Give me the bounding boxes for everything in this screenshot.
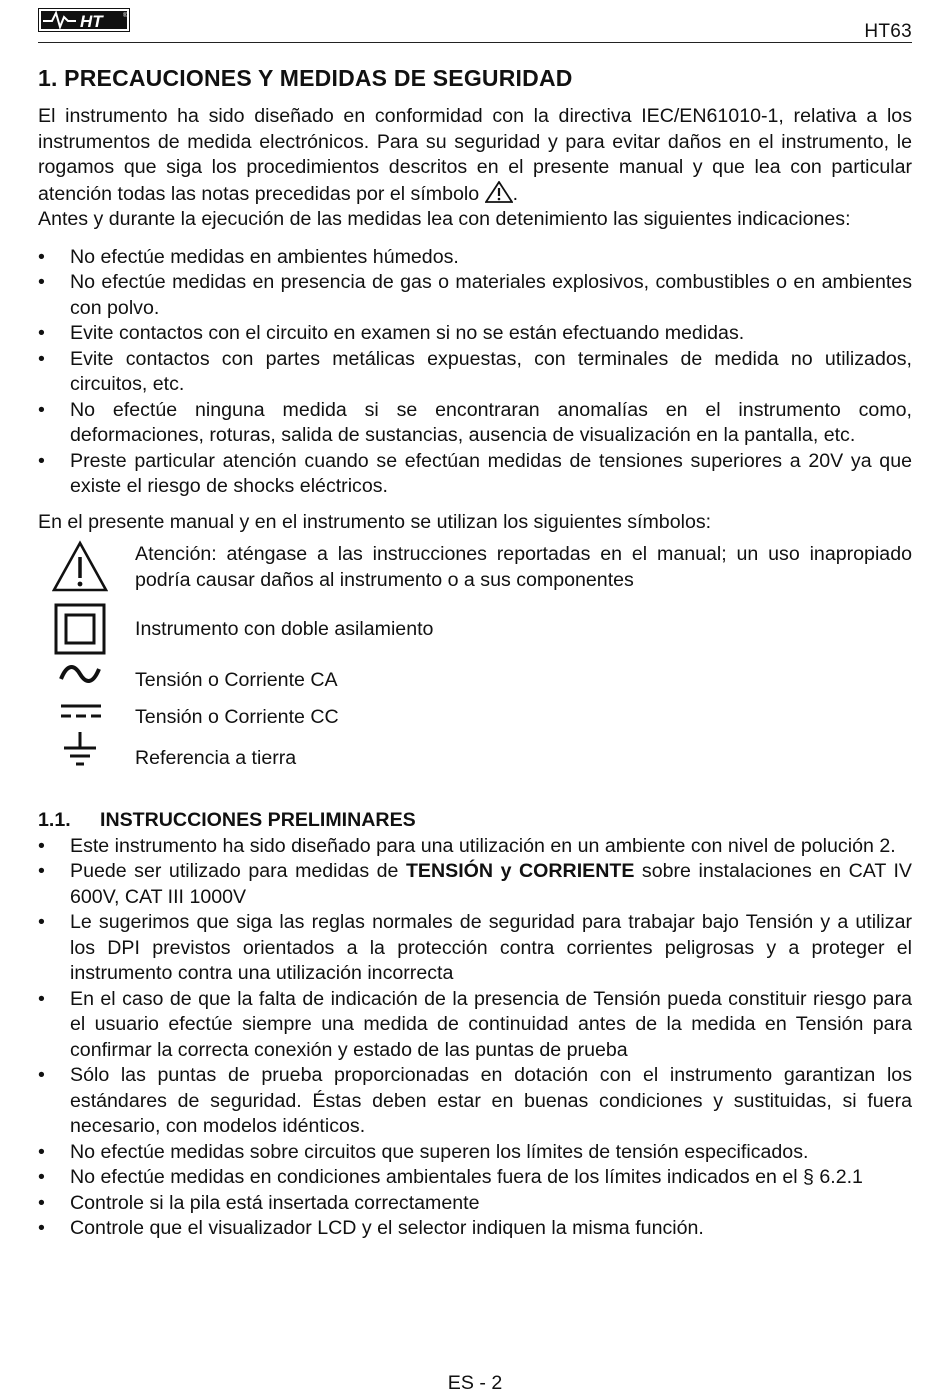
page-content bbox=[38, 60, 912, 1242]
list-item: • No efectúe ninguna medida si se encontraran anomalías en el instrumento como, deformaciones, roturas, salida de sustancias, ausencia de visualización en la pantalla, etc. bbox=[38, 398, 912, 449]
list-item: • No efectúe medidas en ambientes húmedos. bbox=[38, 245, 912, 271]
svg-text:®: ® bbox=[123, 13, 128, 19]
subsection-title-text: INSTRUCCIONES PRELIMINARES bbox=[100, 809, 416, 831]
before-measure-text: Antes y durante la ejecución de las medidas lea con detenimiento las siguientes indicaciones: bbox=[38, 208, 851, 230]
ac-tilde-icon bbox=[58, 660, 102, 688]
symbols-intro: En el presente manual y en el instrumento se utilizan los siguientes símbolos: bbox=[38, 510, 712, 533]
list-item: • Este instrumento ha sido diseñado para una utilización en un ambiente con nivel de polución 2. bbox=[38, 834, 912, 860]
safety-list bbox=[38, 245, 912, 500]
warning-triangle-icon bbox=[52, 540, 108, 592]
ht-logo bbox=[38, 8, 130, 32]
list-item: • No efectúe medidas sobre circuitos que superen los límites de tensión especificados. bbox=[38, 1140, 912, 1166]
intro-end: . bbox=[512, 182, 519, 205]
preliminary-list bbox=[38, 834, 912, 1242]
subsection-number: 1.1. bbox=[38, 809, 71, 831]
ground-icon bbox=[62, 730, 98, 768]
symbol-row-dc bbox=[38, 705, 912, 746]
list-item-text: Puede ser utilizado para medidas de bbox=[70, 860, 406, 882]
list-item: • No efectúe medidas en presencia de gas o materiales explosivos, combustibles o en ambientes con polvo. bbox=[38, 270, 912, 321]
double-insulation-icon bbox=[54, 603, 106, 655]
intro-paragraph bbox=[38, 104, 912, 207]
symbol-text: Instrumento con doble asilamiento bbox=[135, 618, 434, 640]
subsection-title bbox=[38, 808, 912, 834]
symbol-text: Atención: aténgase a las instrucciones reportadas en el manual; un uso inapropiado podría causar daños al instrumento o a sus componentes bbox=[135, 543, 912, 591]
page-footer: ES - 2 bbox=[447, 1372, 503, 1394]
list-item: • Evite contactos con partes metálicas expuestas, con terminales de medida no utilizados, circuitos, etc. bbox=[38, 347, 912, 398]
symbol-text: Tensión o Corriente CA bbox=[135, 669, 338, 691]
list-item-bold: TENSIÓN y CORRIENTE bbox=[405, 860, 635, 882]
list-item-text: sobre instalaciones en CAT IV 600V, CAT III 1000V bbox=[70, 860, 912, 908]
list-item: • Preste particular atención cuando se efectúan medidas de tensiones superiores a 20V ya que existe el riesgo de shocks eléctricos. bbox=[38, 449, 912, 500]
list-item: • Controle si la pila está insertada correctamente bbox=[38, 1191, 912, 1217]
symbol-row-ac bbox=[38, 668, 912, 705]
intro-text: El instrumento ha sido diseñado en conformidad con la directiva IEC/EN61010-1, relativa a los instrumentos de medida electrónicos. Para su seguridad y para evitar daños en el instrumento, le rogamos que siga los procedimientos descritos en el presente manual y que lea con particular atención todas las notas precedidas por el símbolo bbox=[38, 105, 912, 205]
warning-triangle-icon bbox=[485, 181, 513, 203]
dc-symbol-icon bbox=[60, 700, 102, 722]
list-item: • Evite contactos con el circuito en examen si no se están efectuando medidas. bbox=[38, 321, 912, 347]
model-name: HT63 bbox=[864, 21, 912, 42]
list-item: • Controle que el visualizador LCD y el selector indiquen la misma función. bbox=[38, 1216, 912, 1242]
list-item bbox=[38, 859, 912, 910]
symbol-row-double-insulation bbox=[38, 607, 912, 659]
symbol-text: Referencia a tierra bbox=[135, 747, 297, 769]
section-title: 1. PRECAUCIONES Y MEDIDAS DE SEGURIDAD bbox=[38, 65, 573, 91]
symbol-text: Tensión o Corriente CC bbox=[135, 706, 339, 728]
list-item: • Sólo las puntas de prueba proporcionadas en dotación con el instrumento garantizan los estándares de seguridad. Éstas deben estar en buenas condiciones y sustituidas, si fuera necesario, con modelos idénticos. bbox=[38, 1063, 912, 1140]
logo-text: HT bbox=[80, 12, 103, 31]
intro-block bbox=[38, 104, 912, 233]
symbol-row-ground bbox=[38, 746, 912, 786]
symbol-row-warning bbox=[38, 542, 912, 604]
list-item: • Le sugerimos que siga las reglas normales de seguridad para trabajar bajo Tensión y a utilizar los DPI previstos orientados a la protección contra corrientes peligrosas y a proteger el instrumento contra una utilización incorrecta bbox=[38, 910, 912, 987]
list-item: • En el caso de que la falta de indicación de la presencia de Tensión pueda constituir riesgo para el usuario efectúe siempre una medida de continuidad antes de la medida en Tensión para confirmar la correcta conexión y estado de las puntas de prueba bbox=[38, 987, 912, 1064]
page-header bbox=[38, 6, 912, 43]
list-item: • No efectúe medidas en condiciones ambientales fuera de los límites indicados en el § 6.2.1 bbox=[38, 1165, 912, 1191]
